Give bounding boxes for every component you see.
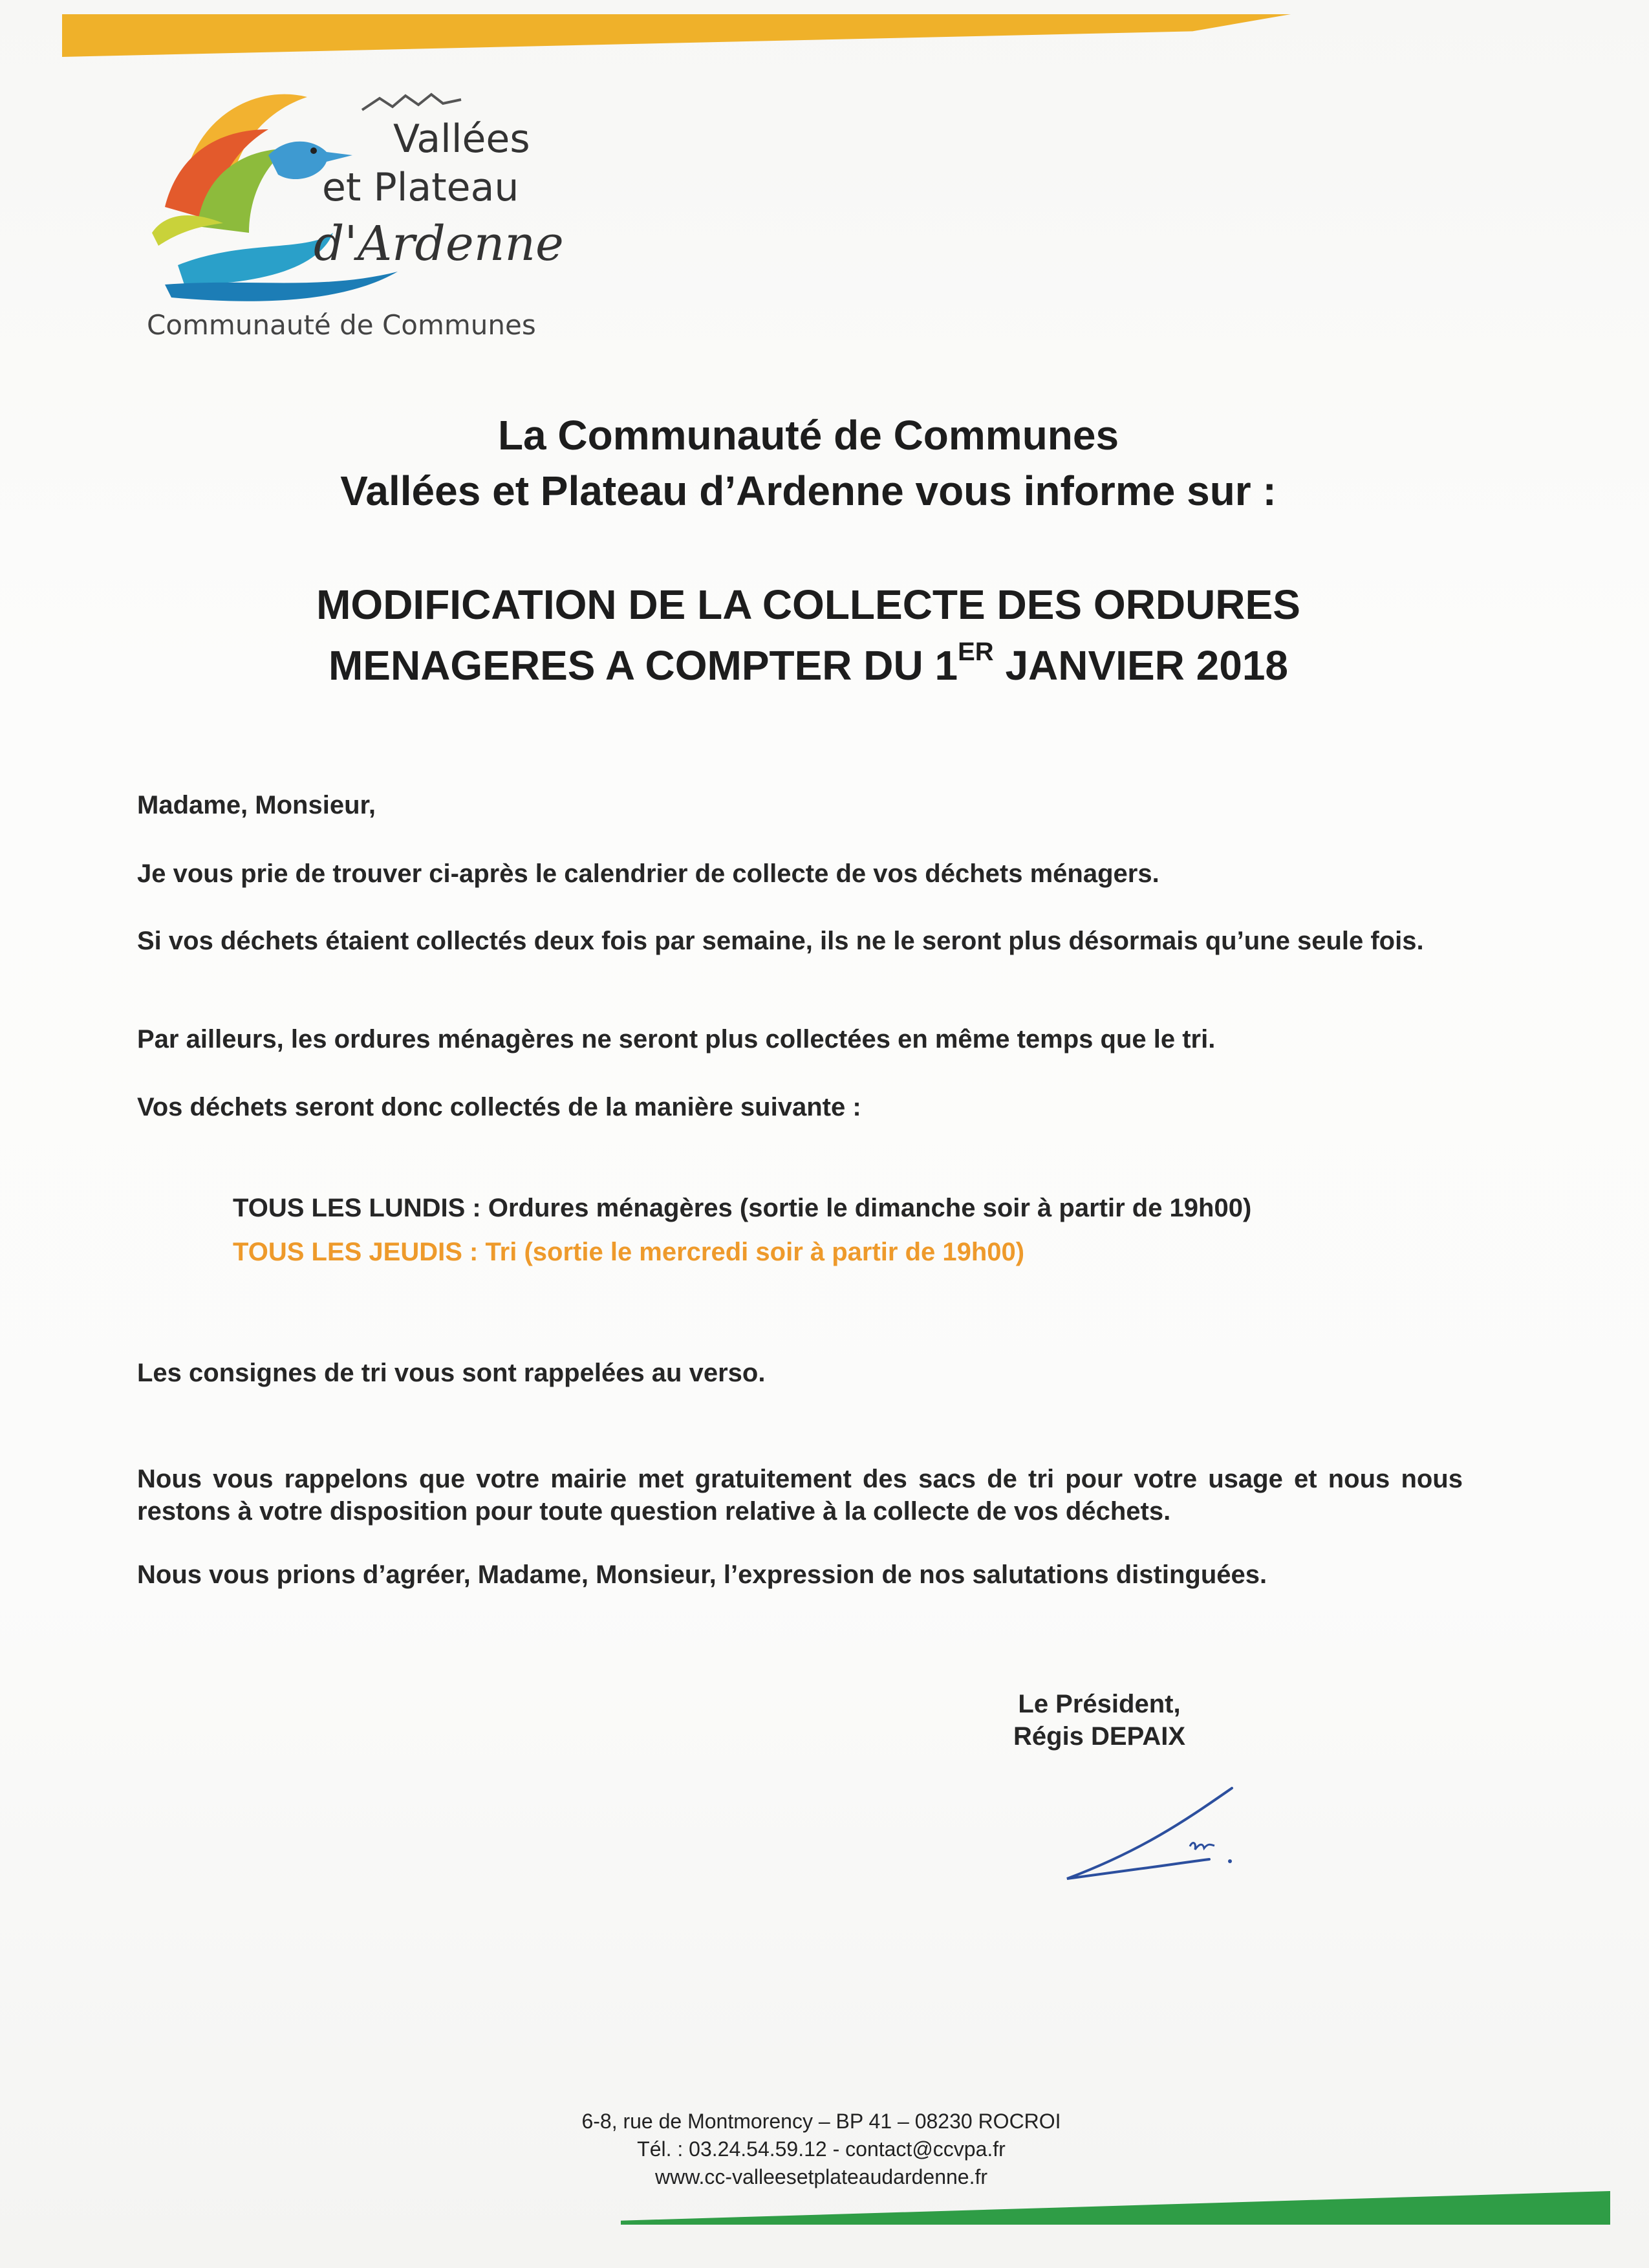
schedule-thursday: TOUS LES JEUDIS : Tri (sortie le mercredi soir à partir de 19h00) — [233, 1238, 1025, 1266]
footer-address: 6-8, rue de Montmorency – BP 41 – 08230 ROCROI — [581, 2110, 1061, 2133]
signatory-name: Régis DEPAIX — [1013, 1722, 1185, 1751]
title-line2-superscript: ER — [958, 638, 994, 666]
schedule-monday — [233, 1194, 1251, 1223]
paragraph-separation: Par ailleurs, les ordures ménagères ne seront plus collectées en même temps que le tri. — [137, 1025, 1216, 1053]
paragraph-closing: Nous vous prions d’agréer, Madame, Monsieur, l’expression de nos salutations distinguées. — [137, 1561, 1267, 1589]
paragraph-sorting-instructions: Les consignes de tri vous sont rappelées au verso. — [137, 1359, 766, 1387]
heading-line1: La Communauté de Communes — [497, 412, 1119, 459]
schedule-monday-label: TOUS LES LUNDIS : — [233, 1194, 481, 1222]
schedule-monday-text: Ordures ménagères (sortie le dimanche soir à partir de 19h00) — [480, 1194, 1252, 1222]
paragraph-intro-schedule: Vos déchets seront donc collectés de la manière suivante : — [137, 1093, 861, 1121]
title-line2-before: MENAGERES A COMPTER DU 1 — [328, 642, 958, 689]
paragraph-frequency: Si vos déchets étaient collectés deux fois par semaine, ils ne le seront plus désormais qu’une seule fois. — [137, 927, 1424, 955]
paragraph-bags: Nous vous rappelons que votre mairie met gratuitement des sacs de tri pour votre usage et nous nous restons à votre disposition pour toute question relative à la collecte de vos déchets. — [137, 1465, 1463, 1526]
signature-icon — [1061, 1778, 1255, 1895]
title-line2 — [194, 638, 1423, 689]
salutation: Madame, Monsieur, — [137, 791, 376, 819]
logo-text-line3: d'Ardenne — [314, 216, 564, 272]
signatory-title: Le Président, — [1018, 1690, 1181, 1718]
logo-subtitle: Communauté de Communes — [147, 309, 536, 341]
logo — [139, 71, 564, 349]
title-line2-after: JANVIER 2018 — [993, 642, 1289, 689]
logo-text-line2: et Plateau — [322, 165, 519, 210]
footer-contact: Tél. : 03.24.54.59.12 - contact@ccvpa.fr — [637, 2137, 1006, 2161]
heading-line2: Vallées et Plateau d’Ardenne vous informe sur : — [340, 468, 1277, 514]
footer-website: www.cc-valleesetplateaudardenne.fr — [654, 2165, 988, 2188]
logo-text-line1: Vallées — [393, 116, 530, 162]
paragraph-calendar: Je vous prie de trouver ci-après le calendrier de collecte de vos déchets ménagers. — [137, 859, 1159, 888]
title-line1: MODIFICATION DE LA COLLECTE DES ORDURES — [316, 581, 1300, 628]
